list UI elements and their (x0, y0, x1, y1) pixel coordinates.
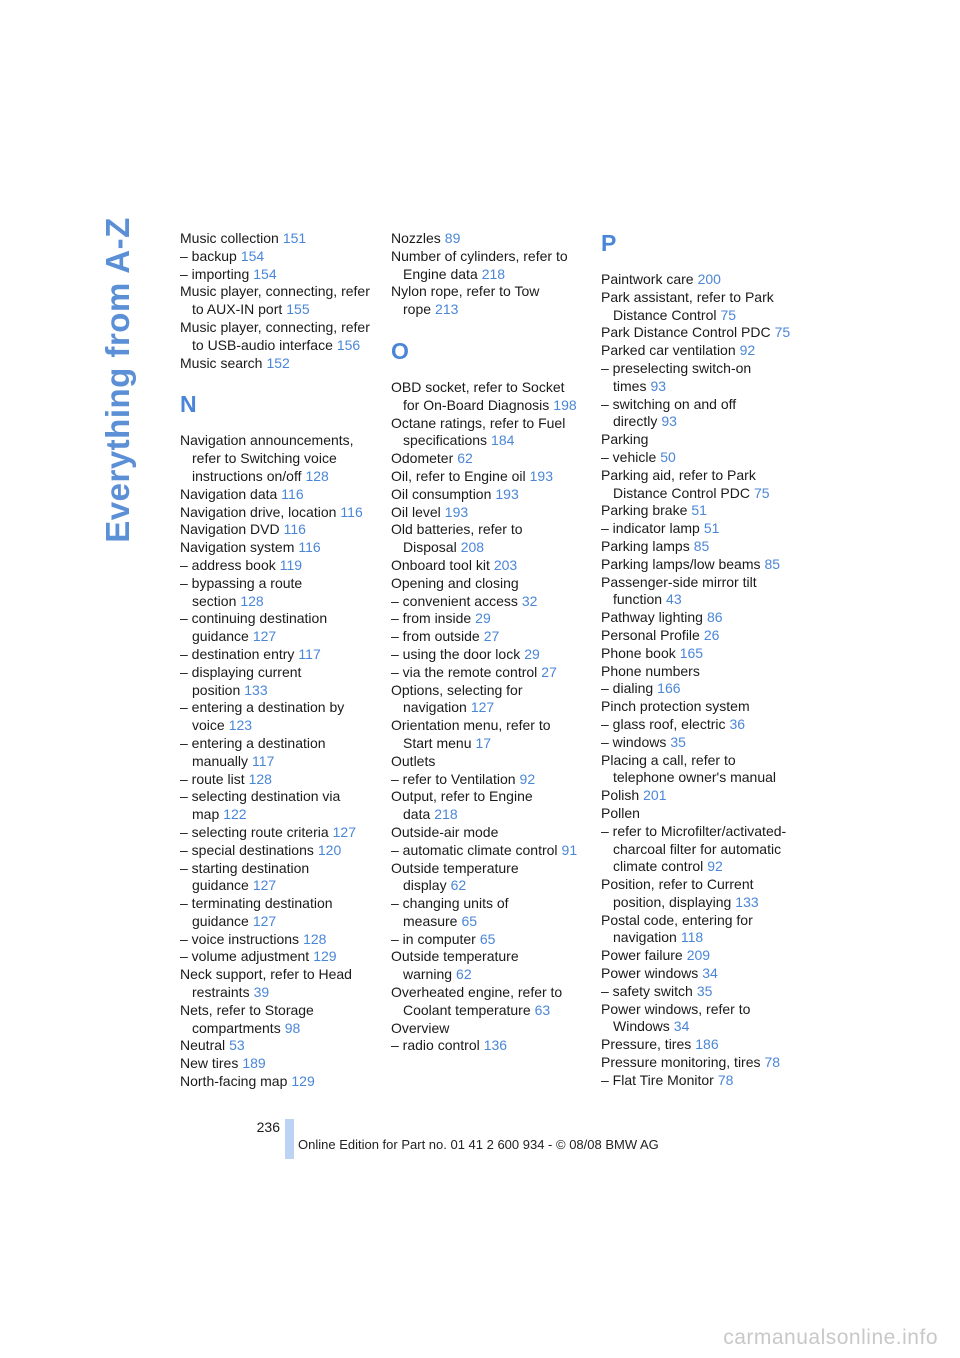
page-reference-link[interactable]: 43 (666, 591, 682, 608)
index-letter-heading: N (180, 391, 197, 418)
page-reference-link[interactable]: 201 (643, 787, 667, 804)
page-reference-link[interactable]: 34 (702, 965, 718, 982)
index-entry (391, 521, 581, 557)
index-entry (601, 734, 796, 752)
index-entry (180, 521, 370, 539)
page-reference-link[interactable]: 50 (660, 448, 676, 465)
index-term: – destination entry (180, 645, 295, 662)
index-entry (601, 876, 796, 912)
page-reference-link[interactable]: 156 (336, 336, 361, 353)
index-entry (180, 842, 370, 860)
index-term: – switching on and off directly (601, 395, 737, 430)
index-term: Old batteries, refer to Disposal (391, 521, 523, 556)
index-term: – volume adjustment (180, 948, 310, 965)
index-entry (601, 467, 796, 503)
index-term: Passenger-side mirror tilt function (601, 573, 757, 608)
page-reference-link[interactable]: 51 (691, 502, 707, 519)
index-entry (391, 931, 581, 949)
index-term: – via the remote control (391, 663, 538, 680)
page-reference-link[interactable]: 208 (460, 539, 485, 556)
index-entry (601, 431, 796, 449)
index-term: Pressure, tires (601, 1036, 692, 1053)
index-entry (180, 355, 370, 373)
index-entry (180, 230, 370, 248)
index-term: Outlets (391, 752, 436, 769)
page-reference-link[interactable]: 213 (435, 301, 459, 318)
index-term: – vehicle (601, 448, 657, 465)
index-entry (601, 912, 796, 948)
page-reference-link[interactable]: 27 (541, 663, 557, 680)
index-entry (601, 574, 796, 610)
page-reference-link[interactable]: 127 (470, 699, 495, 716)
page-reference-link[interactable]: 122 (223, 806, 247, 823)
index-entry (180, 1037, 370, 1055)
index-term: – refer to Ventilation (391, 770, 516, 787)
index-entry (391, 593, 581, 611)
index-entry (391, 646, 581, 664)
page-reference-link[interactable]: 127 (252, 628, 277, 645)
index-entry (180, 539, 370, 557)
index-term: – Flat Tire Monitor (601, 1071, 714, 1088)
index-entry (180, 1055, 370, 1073)
index-entry (391, 717, 581, 753)
index-entry (601, 556, 796, 574)
index-entry (180, 1002, 370, 1038)
index-letter-heading: O (391, 337, 409, 364)
index-term: – changing units of measure (391, 895, 509, 929)
index-term: Pinch protection system (601, 698, 750, 715)
page-reference-link[interactable]: 133 (735, 893, 759, 910)
index-term: – continuing destination guidance (180, 610, 328, 645)
index-term: Park assistant, refer to Park Distance Control (601, 288, 774, 323)
index-term: – importing (180, 265, 250, 282)
page-reference-link[interactable]: 152 (266, 354, 290, 371)
page-reference-link[interactable]: 193 (444, 503, 469, 520)
page-reference-link[interactable]: 127 (252, 877, 277, 894)
page-reference-link[interactable]: 65 (479, 930, 496, 947)
index-term: – refer to Microfilter/activated-charcoal filter for automatic climate control (601, 822, 787, 875)
page-reference-link[interactable]: 116 (283, 521, 306, 538)
index-term: – special destinations (180, 841, 314, 858)
index-term: – route list (180, 770, 245, 787)
page-reference-link[interactable]: 120 (317, 841, 342, 858)
page-reference-link[interactable]: 34 (673, 1018, 690, 1035)
index-term: Oil level (391, 503, 441, 520)
index-entry (391, 248, 581, 284)
page-reference-link[interactable]: 129 (291, 1073, 315, 1090)
index-entry (391, 610, 581, 628)
index-term: – from inside (391, 610, 472, 627)
page-reference-link[interactable]: 92 (739, 342, 756, 359)
index-term: Number of cylinders, refer to Engine data (391, 247, 568, 282)
index-term: Parking (601, 431, 649, 448)
page-reference-link[interactable]: 119 (279, 556, 303, 573)
index-term: – from outside (391, 628, 480, 645)
index-term: – entering a destination by voice (180, 699, 345, 734)
index-term: Overview (391, 1019, 450, 1036)
index-entry (601, 538, 796, 556)
index-term: – glass roof, electric (601, 715, 726, 732)
index-term: – automatic climate control (391, 841, 558, 858)
page-reference-link[interactable]: 75 (720, 306, 737, 323)
index-term: – entering a destination manually (180, 734, 326, 769)
index-term: OBD socket, refer to Socket for On-Board Diagnosis (391, 378, 565, 413)
index-entry (391, 824, 581, 842)
index-term: – safety switch (601, 982, 693, 999)
page-reference-link[interactable]: 75 (774, 324, 791, 341)
index-term: Parking brake (601, 502, 688, 519)
index-term: – address book (180, 556, 276, 573)
index-entry (391, 450, 581, 468)
index-entry (391, 860, 581, 896)
index-entry (180, 931, 370, 949)
index-term: North-facing map (180, 1073, 288, 1090)
index-entry (391, 283, 581, 319)
index-entry (180, 895, 370, 931)
index-entry (601, 983, 796, 1001)
index-entry (180, 646, 370, 664)
index-term: Power failure (601, 947, 683, 964)
page-reference-link[interactable]: 200 (697, 271, 721, 287)
index-entry (601, 324, 796, 342)
index-entry (601, 698, 796, 716)
index-term: Postal code, entering for navigation (601, 911, 753, 946)
index-column-2 (391, 230, 581, 1055)
index-entry (180, 283, 370, 319)
index-term: Output, refer to Engine data (391, 788, 533, 823)
page-reference-link[interactable]: 29 (524, 645, 540, 662)
index-entry (601, 1072, 796, 1090)
index-term: – bypassing a route section (180, 574, 303, 609)
index-entry (180, 860, 370, 896)
index-entry (391, 948, 581, 984)
index-entry (391, 575, 581, 593)
page-reference-link[interactable]: 91 (561, 841, 578, 858)
index-term: Parking lamps/low beams (601, 555, 761, 572)
index-entry (601, 805, 796, 823)
index-entry (601, 342, 796, 360)
index-term: Position, refer to Current position, displaying (601, 876, 754, 910)
index-entry (601, 680, 796, 698)
index-term: Nylon rope, refer to Tow rope (391, 283, 540, 318)
index-term: Power windows, refer to Windows (601, 1000, 751, 1035)
index-entry (391, 664, 581, 682)
page-reference-link[interactable]: 116 (340, 503, 363, 520)
index-term: Polish (601, 787, 640, 804)
index-entry (601, 502, 796, 520)
index-term: – using the door lock (391, 645, 521, 662)
page-reference-link[interactable]: 166 (657, 680, 681, 697)
index-term: Neutral (180, 1037, 226, 1054)
index-entry (601, 360, 796, 396)
page-reference-link[interactable]: 62 (457, 450, 473, 467)
index-term: Outside-air mode (391, 823, 499, 840)
page-reference-link[interactable]: 154 (253, 265, 277, 282)
page-reference-link[interactable]: 186 (695, 1036, 719, 1053)
page-reference-link[interactable]: 78 (764, 1054, 781, 1071)
page-reference-link[interactable]: 32 (521, 592, 538, 609)
index-entry (601, 609, 796, 627)
index-term: – preselecting switch-on times (601, 359, 752, 394)
page-reference-link[interactable]: 123 (228, 717, 253, 734)
index-column-1 (180, 230, 370, 1091)
page-reference-link[interactable]: 35 (670, 733, 686, 750)
page-reference-link[interactable]: 29 (475, 610, 491, 627)
page-reference-link[interactable]: 62 (456, 966, 472, 983)
index-term: Pollen (601, 804, 640, 821)
index-term: Navigation announcements, refer to Switching voice instructions on/off (180, 432, 354, 484)
index-term: Outside temperature display (391, 859, 519, 894)
page-reference-link[interactable]: 65 (461, 912, 478, 929)
index-term: Octane ratings, refer to Fuel specifications (391, 414, 566, 449)
index-term: Placing a call, refer to telephone owner's manual (601, 751, 777, 786)
index-term: Navigation DVD (180, 521, 280, 538)
index-entry (180, 788, 370, 824)
index-term: Music player, connecting, refer to USB-audio interface (180, 318, 370, 353)
index-term: Pressure monitoring, tires (601, 1054, 761, 1071)
section-side-title: Everything from A-Z (99, 217, 136, 543)
page-reference-link[interactable]: 86 (706, 609, 723, 626)
index-entry (180, 266, 370, 284)
index-entry (601, 823, 796, 876)
page-reference-link[interactable]: 62 (450, 877, 467, 894)
page-reference-link[interactable]: 93 (661, 413, 677, 430)
page-reference-link[interactable]: 17 (475, 734, 492, 751)
page-reference-link[interactable]: 117 (252, 752, 275, 769)
index-term: – windows (601, 733, 667, 750)
page-reference-link[interactable]: 203 (493, 556, 518, 573)
page-reference-link[interactable]: 218 (434, 806, 458, 823)
index-entry (391, 984, 581, 1020)
index-entry (391, 379, 581, 415)
index-term: Parking aid, refer to Park Distance Control PDC (601, 466, 756, 501)
index-term: Oil, refer to Engine oil (391, 467, 526, 484)
index-term: Odometer (391, 450, 454, 467)
index-term: – terminating destination guidance (180, 895, 333, 929)
index-term: Music collection (180, 230, 279, 246)
page-reference-link[interactable]: 35 (696, 982, 713, 999)
index-entry (601, 1001, 796, 1037)
index-term: Navigation data (180, 485, 278, 502)
index-term: – starting destination guidance (180, 859, 310, 894)
page-reference-link[interactable]: 51 (703, 520, 720, 537)
index-term: Onboard tool kit (391, 556, 490, 573)
page-reference-link[interactable]: 218 (481, 265, 506, 282)
index-entry (601, 663, 796, 681)
page-reference-link[interactable]: 53 (229, 1037, 245, 1054)
index-entry (391, 557, 581, 575)
index-term: – dialing (601, 680, 654, 697)
index-entry (601, 289, 796, 325)
page-reference-link[interactable]: 75 (753, 484, 770, 501)
index-entry (601, 716, 796, 734)
index-entry (601, 520, 796, 538)
page-reference-link[interactable]: 85 (693, 537, 710, 554)
index-term: Nozzles (391, 230, 441, 246)
index-entry (391, 1037, 581, 1055)
index-term: New tires (180, 1055, 239, 1072)
index-term: Power windows (601, 965, 699, 982)
index-term: Pathway lighting (601, 609, 703, 626)
index-entry (601, 271, 796, 289)
page-reference-link[interactable]: 151 (282, 230, 307, 246)
page-reference-link[interactable]: 128 (248, 770, 272, 787)
index-entry (391, 753, 581, 771)
index-entry (601, 752, 796, 788)
index-entry (180, 486, 370, 504)
index-column-3 (601, 230, 796, 1090)
page-reference-link[interactable]: 36 (729, 715, 746, 732)
index-entry (180, 1073, 370, 1091)
index-term: Music player, connecting, refer to AUX-IN port (180, 283, 370, 318)
index-term: – selecting route criteria (180, 823, 329, 840)
index-entry (391, 1020, 581, 1038)
index-term: – radio control (391, 1037, 480, 1054)
index-term: Phone book (601, 644, 676, 661)
index-entry (601, 449, 796, 467)
page-reference-link[interactable]: 26 (703, 626, 720, 643)
page-reference-link[interactable]: 128 (305, 467, 329, 484)
index-term: Music search (180, 354, 263, 371)
page-reference-link[interactable]: 92 (707, 858, 723, 875)
index-term: – displaying current position (180, 663, 302, 698)
index-term: – selecting destination via map (180, 788, 341, 823)
page-reference-link[interactable]: 128 (303, 930, 327, 947)
page-reference-link[interactable]: 78 (717, 1071, 734, 1088)
index-entry (391, 486, 581, 504)
index-entry (601, 396, 796, 432)
page-reference-link[interactable]: 98 (284, 1019, 301, 1036)
index-term: Overheated engine, refer to Coolant temperature (391, 984, 563, 1018)
index-entry (180, 504, 370, 522)
page-reference-link[interactable]: 116 (298, 539, 321, 556)
index-term: Navigation drive, location (180, 503, 337, 520)
index-term: Phone numbers (601, 662, 700, 679)
page-reference-link[interactable]: 63 (534, 1001, 551, 1018)
index-term: Oil consumption (391, 485, 492, 502)
page-number: 236 (256, 1119, 280, 1135)
page-reference-link[interactable]: 27 (483, 628, 500, 645)
index-term: Nets, refer to Storage compartments (180, 1001, 314, 1036)
page-reference-link[interactable]: 133 (244, 681, 268, 698)
index-entry (180, 610, 370, 646)
page-reference-link[interactable]: 184 (491, 432, 515, 449)
footer-edition-note: Online Edition for Part no. 01 41 2 600 934 - © 08/08 BMW AG (298, 1137, 659, 1152)
page-reference-link[interactable]: 198 (553, 396, 577, 413)
page-reference-link[interactable]: 92 (519, 770, 536, 787)
index-entry (391, 771, 581, 789)
footer-accent-bar (285, 1119, 294, 1159)
index-entry (180, 699, 370, 735)
index-term: Parked car ventilation (601, 342, 736, 359)
index-entry (601, 1054, 796, 1072)
page-reference-link[interactable]: 136 (483, 1037, 508, 1054)
page-reference-link[interactable]: 165 (679, 644, 704, 661)
page-reference-link[interactable]: 189 (242, 1055, 266, 1072)
index-term: – in computer (391, 930, 476, 947)
index-entry (391, 230, 581, 248)
page-reference-link[interactable]: 127 (332, 823, 356, 840)
index-term: Options, selecting for navigation (391, 681, 523, 716)
index-term: – convenient access (391, 592, 518, 609)
page-reference-link[interactable]: 39 (253, 984, 270, 1001)
index-entry (180, 735, 370, 771)
index-entry (180, 557, 370, 575)
index-entry (180, 432, 370, 485)
index-entry (601, 645, 796, 663)
index-term: Opening and closing (391, 574, 519, 591)
index-entry (391, 895, 581, 931)
page-reference-link[interactable]: 116 (281, 485, 304, 502)
watermark: carmanualsonline.info (723, 1326, 938, 1349)
page-reference-link[interactable]: 127 (252, 912, 277, 929)
index-term: Park Distance Control PDC (601, 324, 771, 341)
index-entry (601, 947, 796, 965)
index-entry (180, 575, 370, 611)
page-reference-link[interactable]: 193 (529, 467, 553, 484)
index-term: Outside temperature warning (391, 948, 519, 983)
index-entry (601, 627, 796, 645)
page-reference-link[interactable]: 154 (240, 247, 265, 264)
index-entry (391, 682, 581, 718)
index-term: Neck support, refer to Head restraints (180, 966, 352, 1001)
index-entry (391, 504, 581, 522)
index-entry (180, 664, 370, 700)
page-reference-link[interactable]: 155 (286, 301, 310, 318)
index-term: – indicator lamp (601, 520, 700, 537)
index-entry (180, 966, 370, 1002)
page-reference-link[interactable]: 193 (495, 485, 519, 502)
page-reference-link[interactable]: 93 (650, 377, 667, 394)
index-entry (391, 628, 581, 646)
index-entry (391, 842, 581, 860)
index-entry (391, 415, 581, 451)
index-entry (601, 787, 796, 805)
index-entry (391, 468, 581, 486)
index-entry (601, 1036, 796, 1054)
index-entry (180, 771, 370, 789)
index-term: Parking lamps (601, 537, 690, 554)
index-term: Navigation system (180, 539, 295, 556)
index-term: Paintwork care (601, 271, 694, 287)
index-entry (180, 319, 370, 355)
page-reference-link[interactable]: 129 (313, 948, 337, 965)
page-reference-link[interactable]: 85 (764, 555, 781, 572)
index-entry (180, 948, 370, 966)
page-reference-link[interactable]: 89 (444, 230, 461, 246)
index-entry (601, 965, 796, 983)
page-reference-link[interactable]: 117 (298, 645, 321, 662)
page-reference-link[interactable]: 209 (686, 947, 711, 964)
index-term: Orientation menu, refer to Start menu (391, 717, 551, 751)
index-term: – backup (180, 247, 237, 264)
index-term: – voice instructions (180, 930, 300, 947)
index-entry (391, 788, 581, 824)
index-term: Personal Profile (601, 626, 700, 643)
page-reference-link[interactable]: 128 (240, 592, 264, 609)
page-reference-link[interactable]: 118 (680, 929, 704, 946)
index-letter-heading: P (601, 230, 617, 256)
index-entry (180, 824, 370, 842)
index-entry (180, 248, 370, 266)
